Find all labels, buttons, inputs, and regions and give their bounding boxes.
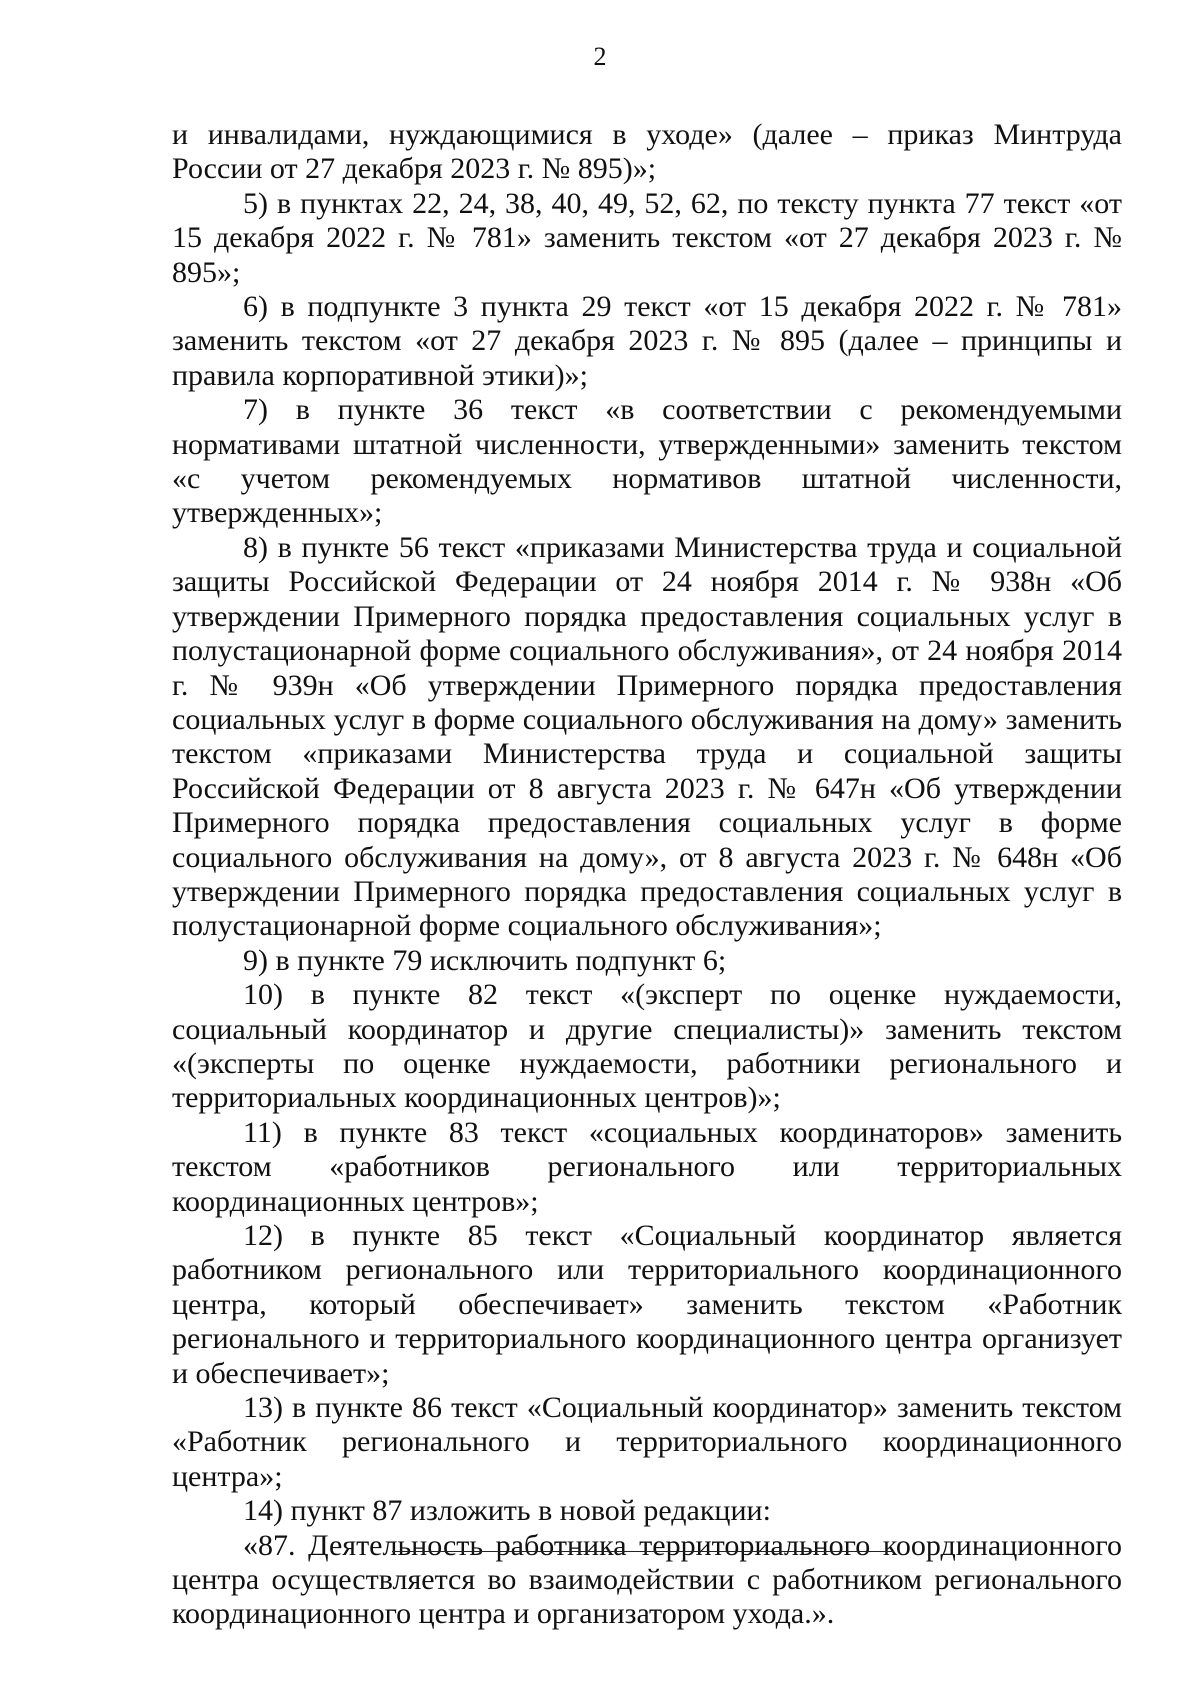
paragraph-item-12: 12) в пункте 85 текст «Социальный координатор является работником регионального или территориального координационного центра, который обеспечивает» заменить текстом «Работник регионального и территориального координационного центра организует и обеспечивает»; [172,1219,1122,1390]
paragraph-item-9: 9) в пункте 79 исключить подпункт 6; [243,943,727,977]
paragraph-item-14: 14) пункт 87 изложить в новой редакции: [243,1494,771,1528]
paragraph-item-6: 6) в подпункте 3 пункта 29 текст «от 15 декабря 2022 г. № 781» заменить текстом «от 27 декабря 2023 г. № 895 (далее – принципы и правила корпоративной этики)»; [172,290,1122,392]
paragraph-item-10: 10) в пункте 82 текст «(эксперт по оценке нуждаемости, социальный координатор и другие специалисты)» заменить текстом «(эксперты по оценке нуждаемости, работники регионального и территориальных координационных центров)»; [172,978,1122,1115]
paragraph-item-13: 13) в пункте 86 текст «Социальный координатор» заменить текстом «Работник регионального и территориального координационного центра»; [172,1391,1122,1493]
paragraph-item-5: 5) в пунктах 22, 24, 38, 40, 49, 52, 62, по тексту пункта 77 текст «от 15 декабря 2022 г. № 781» заменить текстом «от 27 декабря 2023 г. № 895»; [172,186,1122,289]
paragraph-continuation: и инвалидами, нуждающимися в уходе» (далее – приказ Минтруда России от 27 декабря 2023 г. № 895)»; [172,118,1122,186]
document-body [172,118,1122,1632]
paragraph-item-11: 11) в пункте 83 текст «социальных координаторов» заменить текстом «работников регионального или территориальных координационных центров»; [172,1115,1122,1218]
end-of-document-rule [392,1551,894,1552]
paragraph-new-wording: «87. Деятельность работника территориального координационного центра осуществляется во взаимодействии с работником регионального координационного центра и организатором ухода.». [172,1528,1122,1631]
paragraph-item-7: 7) в пункте 36 текст «в соответствии с рекомендуемыми нормативами штатной численности, утвержденными» заменить текстом «с учетом рекомендуемых нормативов штатной численности, утвержденных»; [172,393,1122,530]
paragraph-item-8: 8) в пункте 56 текст «приказами Министерства труда и социальной защиты Российской Федерации от 24 ноября 2014 г. № 938н «Об утверждении Примерного порядка предоставления социальных услуг в полустационарной форме социального обслуживания», от 24 ноября 2014 г. № 939н «Об утверждении Примерного порядка предоставления социальных услуг в форме социального обслуживания на дому» заменить текстом «приказами Министерства труда и социальной защиты Российской Федерации от 8 августа 2023 г. № 647н «Об утверждении Примерного порядка предоставления социальных услуг в форме социального обслуживания на дому», от 8 августа 2023 г. № 648н «Об утверждении Примерного порядка предоставления социальных услуг в полустационарной форме социального обслуживания»; [172,530,1122,943]
page-number: 2 [593,42,607,71]
